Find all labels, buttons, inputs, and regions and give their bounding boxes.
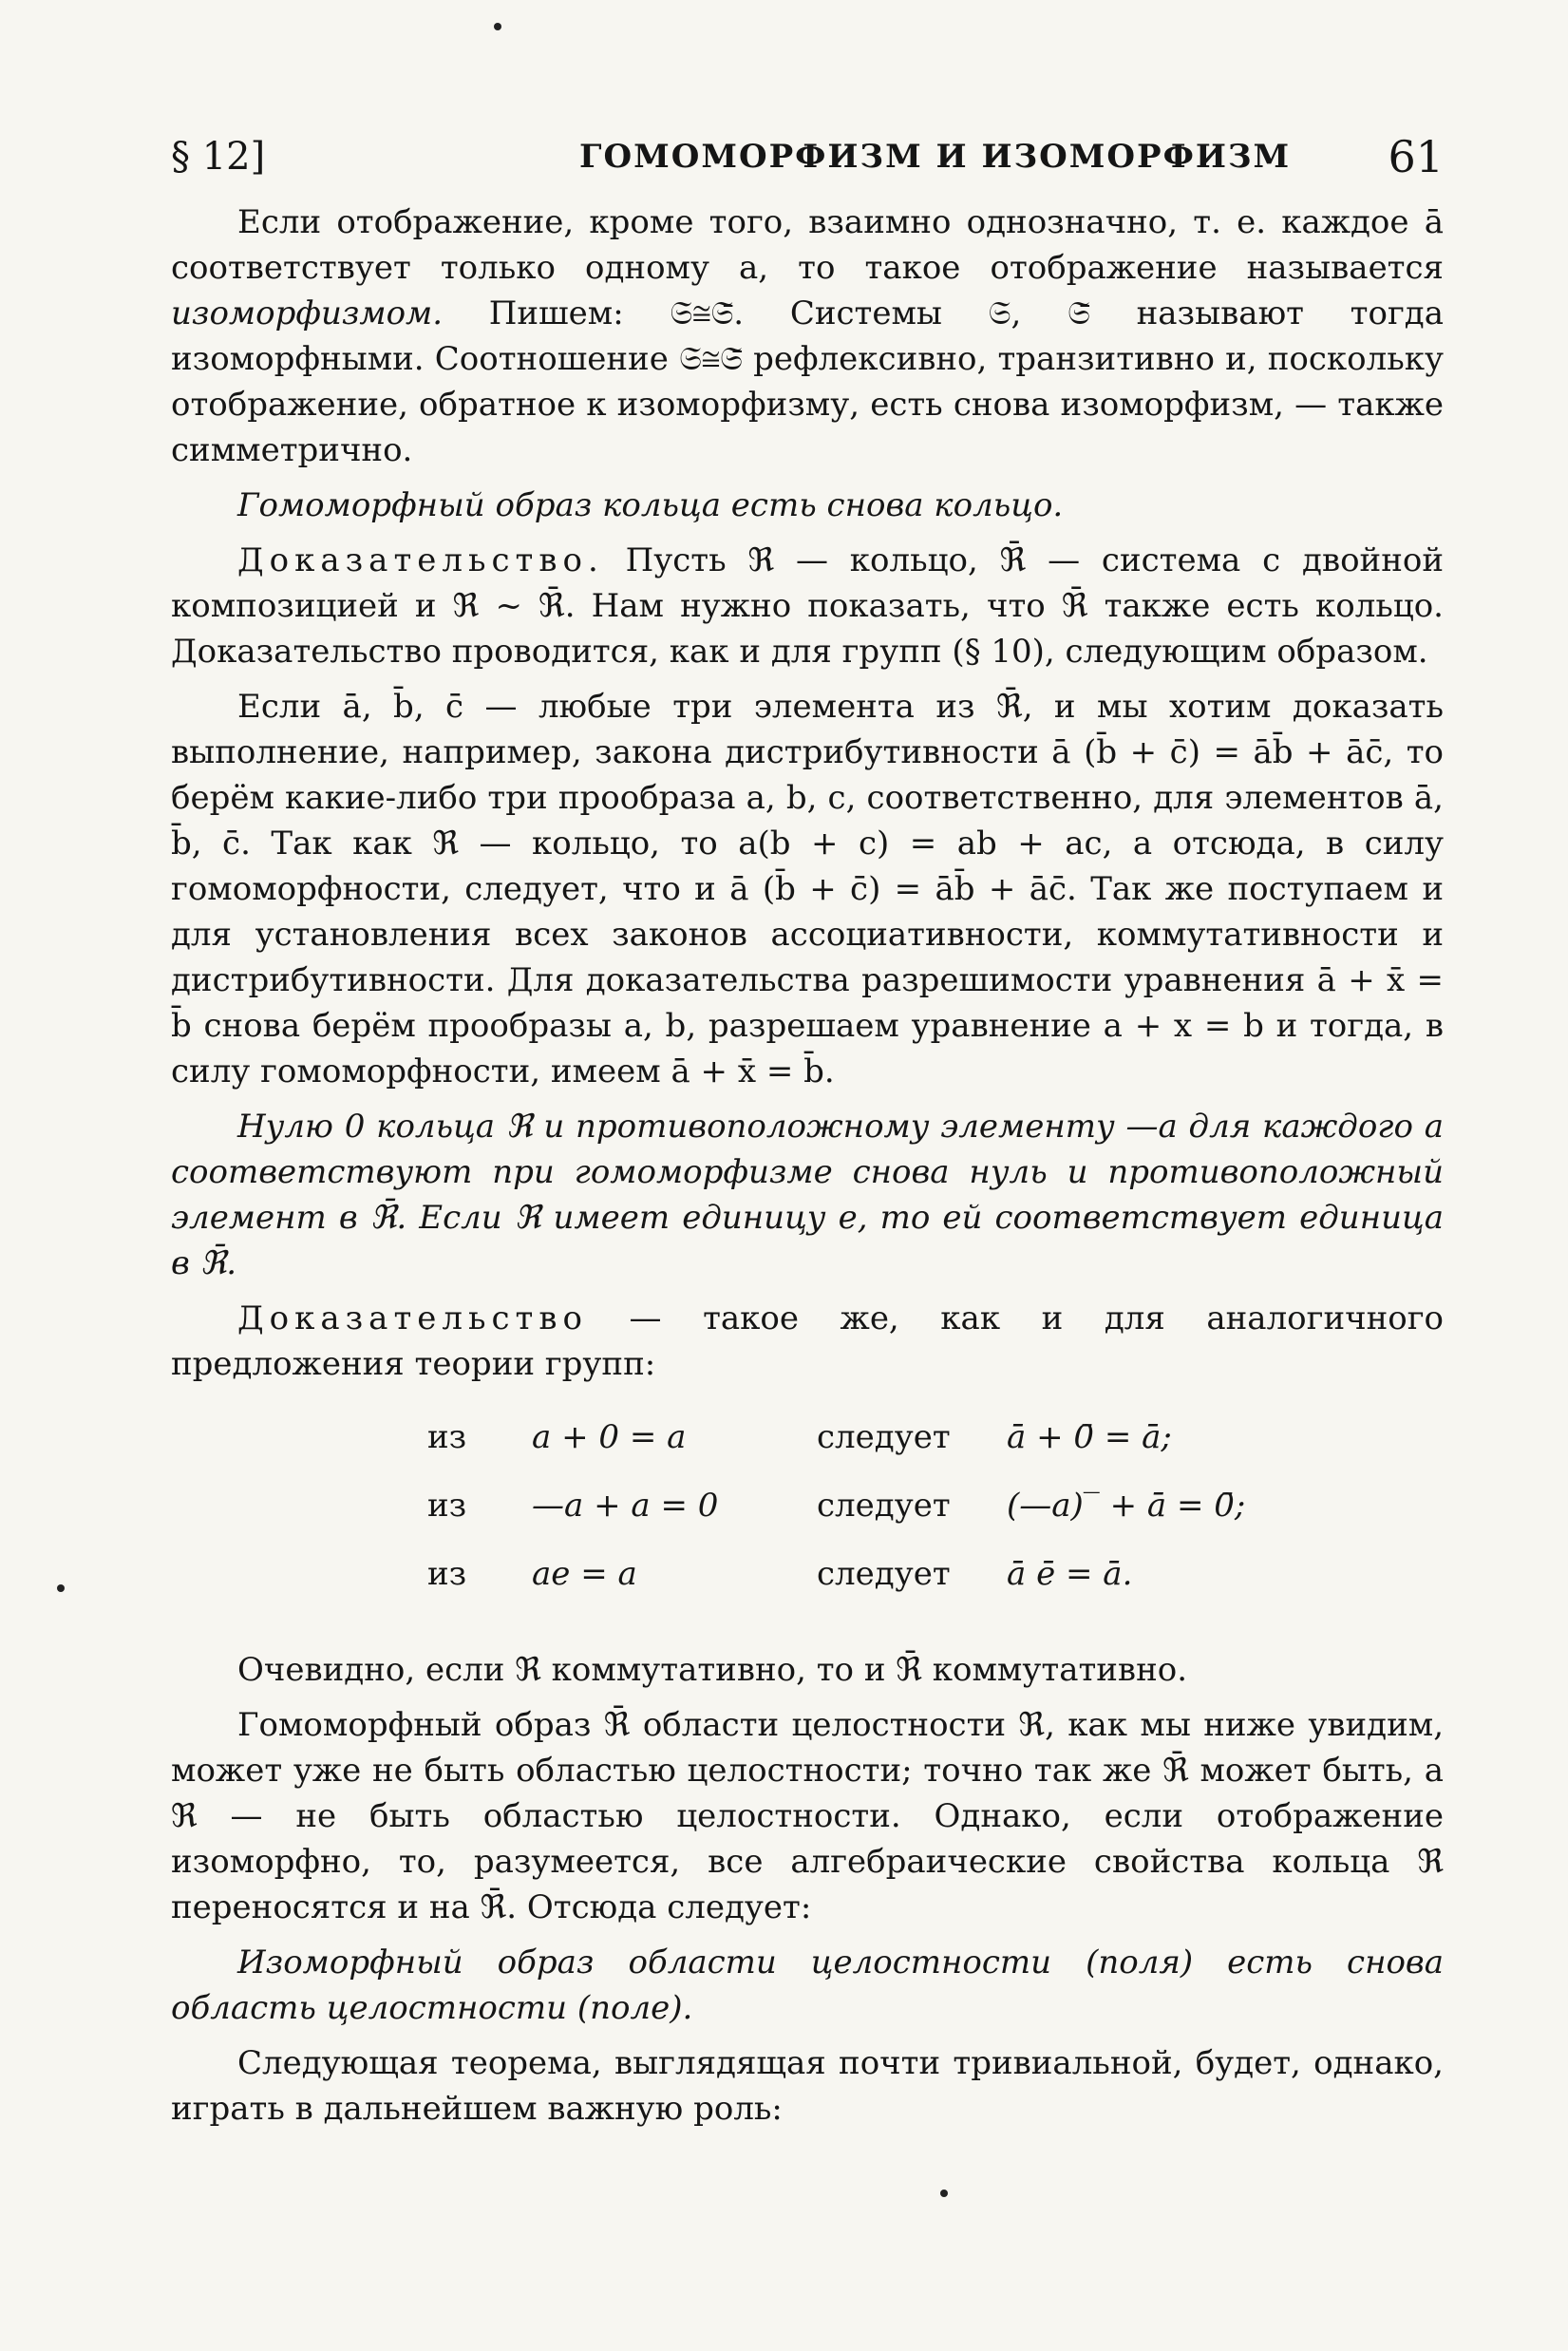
- print-speck: [494, 23, 501, 30]
- proof-ring-image: [171, 538, 1444, 674]
- table-row: [171, 1404, 1444, 1472]
- proof2-label: Доказательство: [237, 1299, 588, 1337]
- table-row: [171, 1472, 1444, 1541]
- p1-term: изоморфизмом.: [171, 294, 444, 332]
- paragraph-next-theorem: Следующая теорема, выглядящая почти тривиальной, будет, однако, играть в дальнейшем важную роль:: [171, 2044, 1444, 2128]
- theorem-isomorphic-domain: Изоморфный образ области целостности (поля) есть снова область целостности (поле).: [171, 1943, 1444, 2027]
- section-ref: § 12]: [171, 135, 266, 179]
- running-header: [171, 114, 1444, 199]
- page-number: 61: [1388, 131, 1444, 182]
- p1-text: Если отображение, кроме того, взаимно однозначно, т. е. каждое ā соответствует только одному a, то такое отображение называется: [171, 203, 1444, 287]
- row-follows: следует: [817, 1418, 951, 1456]
- print-speck: [57, 1584, 65, 1592]
- paragraph-isomorphism-def: [171, 199, 1444, 473]
- row-lhs: —a + a = 0: [532, 1487, 719, 1525]
- row-from: из: [427, 1487, 467, 1525]
- row-lhs: a + 0 = a: [532, 1418, 687, 1456]
- paragraph-integral-domain: Гомоморфный образ ℜ̄ области целостности ℜ, как мы ниже увидим, может уже не быть областью целостности; точно так же ℜ̄ может быть, а ℜ — не быть областью целостности. Однако, если отображение изоморфно, то, разумеется, все алгебраические свойства кольца ℜ переносятся и на ℜ̄. Отсюда следует:: [171, 1706, 1444, 1926]
- row-rhs: (—a)‾ + ā = 0̄;: [1007, 1487, 1246, 1525]
- proof-text: Пусть ℜ — кольцо, ℜ̄ — система с двойной композицией и ℜ ~ ℜ̄. Нам нужно показать, что ℜ̄ также есть кольцо. Доказательство проводится, как и для групп (§ 10), следующим образом.: [171, 541, 1445, 671]
- row-follows: следует: [817, 1555, 951, 1593]
- paragraph-commutative: Очевидно, если ℜ коммутативно, то и ℜ̄ коммутативно.: [237, 1651, 1188, 1689]
- row-follows: следует: [817, 1487, 951, 1525]
- table-row: [171, 1541, 1444, 1609]
- proof-label: Доказательство.: [237, 541, 604, 579]
- row-rhs: ā + 0̄ = ā;: [1007, 1418, 1172, 1456]
- print-speck: [940, 2190, 948, 2197]
- chapter-title: ГОМОМОРФИЗМ И ИЗОМОРФИЗМ: [579, 138, 1292, 176]
- row-lhs: ae = a: [532, 1555, 637, 1593]
- row-from: из: [427, 1418, 467, 1456]
- implication-table: [171, 1404, 1444, 1609]
- row-rhs: ā ē = ā.: [1007, 1555, 1133, 1593]
- paragraph-distributivity: Если ā, b̄, c̄ — любые три элемента из ℜ̄, и мы хотим доказать выполнение, например, закона дистрибутивности ā (b̄ + c̄) = āb̄ + āc̄, то берём какие-либо три прообраза a, b, c, соответственно, для элементов ā, b̄, c̄. Так как ℜ — кольцо, то a(b + c) = ab + ac, а отсюда, в силу гомоморфности, следует, что и ā (b̄ + c̄) = āb̄ + āc̄. Так же поступаем и для установления всех законов ассоциативности, коммутативности и дистрибутивности. Для доказательства разрешимости уравнения ā + x̄ = b̄ снова берём прообразы a, b, разрешаем уравнение a + x = b и тогда, в силу гомоморфности, имеем ā + x̄ = b̄.: [171, 688, 1444, 1090]
- proof2-text: — такое же, как и для аналогичного предложения теории групп:: [171, 1299, 1444, 1383]
- row-from: из: [427, 1555, 467, 1593]
- proof-zero-unit: [171, 1296, 1444, 1387]
- book-page: [171, 114, 1444, 2141]
- theorem-zero-unit: Нулю 0 кольца ℜ и противоположному элементу —a для каждого a соответствуют при гомоморфизме снова нуль и противоположный элемент в ℜ̄. Если ℜ имеет единицу e, то ей соответствует единица в ℜ̄.: [171, 1108, 1444, 1282]
- theorem-ring-image: Гомоморфный образ кольца есть снова кольцо.: [237, 486, 1064, 524]
- p1-rest: Пишем: 𝔖≅𝔖̄. Системы 𝔖, 𝔖̄ называют тогда изоморфными. Соотношение 𝔖≅𝔖̄ рефлексивно, транзитивно и, поскольку отображение, обратное к изоморфизму, есть снова изоморфизм, — также симметрично.: [171, 294, 1444, 469]
